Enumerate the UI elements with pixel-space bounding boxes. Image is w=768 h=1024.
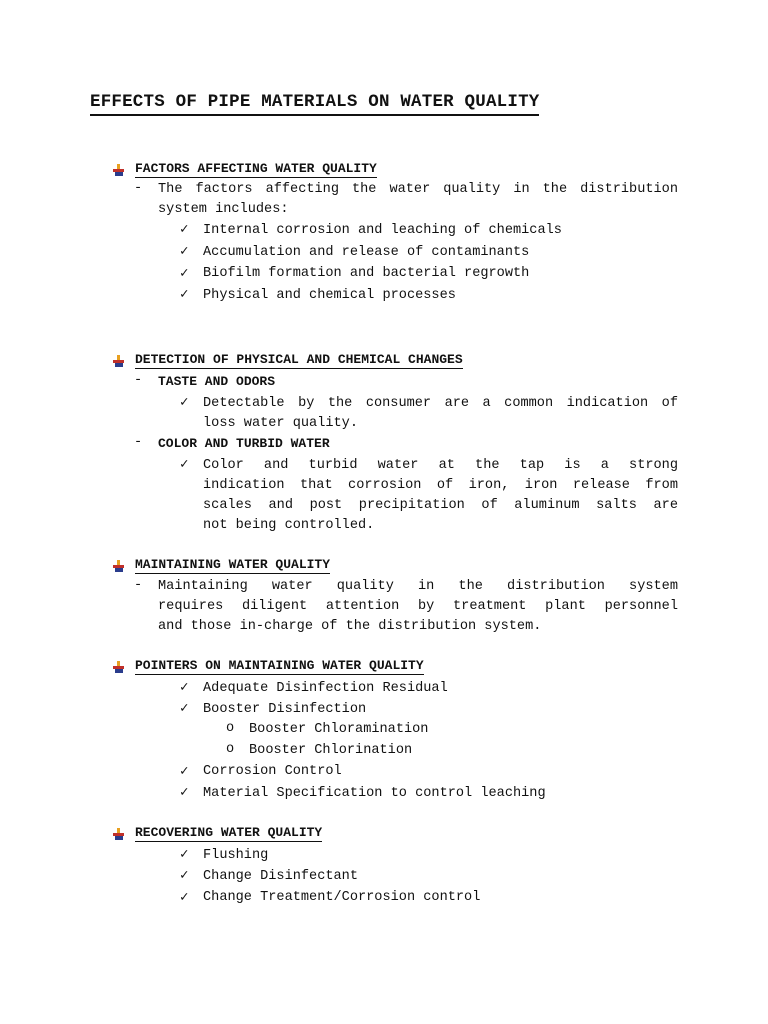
check-icon: ✓: [180, 222, 189, 238]
subheading-color-turbid: COLOR AND TURBID WATER: [158, 436, 330, 451]
sub-list-item: Booster Chloramination: [249, 722, 429, 737]
section-recovering-heading: [112, 825, 322, 842]
sub-list-item: Booster Chlorination: [249, 743, 413, 758]
list-item: Adequate Disinfection Residual: [203, 681, 448, 696]
list-item: Biofilm formation and bacterial regrowth: [203, 266, 530, 281]
color-turbid-text: [203, 456, 678, 536]
check-icon: ✓: [180, 287, 189, 303]
dash-bullet: -: [134, 181, 143, 196]
text-line: indication that corrosion of iron, iron release from: [203, 478, 678, 493]
factors-intro: [158, 180, 678, 220]
list-item: Change Disinfectant: [203, 869, 358, 884]
list-item: Internal corrosion and leaching of chemicals: [203, 223, 562, 238]
text-line: and those in-charge of the distribution system.: [158, 619, 542, 634]
check-icon: ✓: [180, 395, 189, 411]
list-item: Physical and chemical processes: [203, 288, 456, 303]
check-icon: ✓: [180, 847, 189, 863]
dash-bullet: -: [134, 578, 143, 593]
text-line: Maintaining water quality in the distribution system: [158, 579, 678, 594]
dash-bullet: -: [134, 435, 143, 450]
text-line: requires diligent attention by treatment plant personnel: [158, 599, 678, 614]
list-item: Material Specification to control leaching: [203, 786, 546, 801]
page-title: EFFECTS OF PIPE MATERIALS ON WATER QUALITY: [90, 92, 539, 116]
check-icon: ✓: [180, 890, 189, 906]
list-item: Accumulation and release of contaminants: [203, 245, 530, 260]
check-icon: ✓: [180, 701, 189, 717]
check-icon: ✓: [180, 764, 189, 780]
section-title: MAINTAINING WATER QUALITY: [135, 557, 331, 572]
check-icon: ✓: [180, 785, 189, 801]
section-title: POINTERS ON MAINTAINING WATER QUALITY: [135, 658, 424, 673]
list-item: Flushing: [203, 848, 269, 863]
text-line: not being controlled.: [203, 518, 375, 533]
section-title: DETECTION OF PHYSICAL AND CHEMICAL CHANGES: [135, 352, 463, 367]
text-line: The factors affecting the water quality in the distribution: [158, 182, 678, 197]
text-line: loss water quality.: [203, 416, 358, 431]
text-line: Detectable by the consumer are a common indication of: [203, 396, 678, 411]
hand-pointer-bullet-icon: [112, 559, 126, 573]
circle-bullet: o: [226, 721, 235, 736]
hand-pointer-bullet-icon: [112, 660, 126, 674]
check-icon: ✓: [180, 457, 189, 473]
circle-bullet: o: [226, 742, 235, 757]
section-pointers-heading: [112, 658, 424, 675]
taste-odors-text: [203, 394, 678, 434]
text-line: system includes:: [158, 202, 289, 217]
maintaining-text: [158, 577, 678, 637]
text-line: Color and turbid water at the tap is a strong: [203, 458, 678, 473]
list-item: Corrosion Control: [203, 764, 342, 779]
section-detection-heading: [112, 352, 463, 369]
hand-pointer-bullet-icon: [112, 163, 126, 177]
section-title: FACTORS AFFECTING WATER QUALITY: [135, 161, 377, 176]
list-item: Change Treatment/Corrosion control: [203, 890, 481, 905]
check-icon: ✓: [180, 266, 189, 282]
hand-pointer-bullet-icon: [112, 827, 126, 841]
section-maintaining-heading: [112, 557, 330, 574]
text-line: scales and post precipitation of aluminum salts are: [203, 498, 678, 513]
subheading-taste-odors: TASTE AND ODORS: [158, 374, 276, 389]
hand-pointer-bullet-icon: [112, 354, 126, 368]
dash-bullet: -: [134, 373, 143, 388]
check-icon: ✓: [180, 680, 189, 696]
section-factors-heading: [112, 161, 377, 178]
list-item: Booster Disinfection: [203, 702, 367, 717]
check-icon: ✓: [180, 868, 189, 884]
section-title: RECOVERING WATER QUALITY: [135, 825, 323, 840]
check-icon: ✓: [180, 244, 189, 260]
